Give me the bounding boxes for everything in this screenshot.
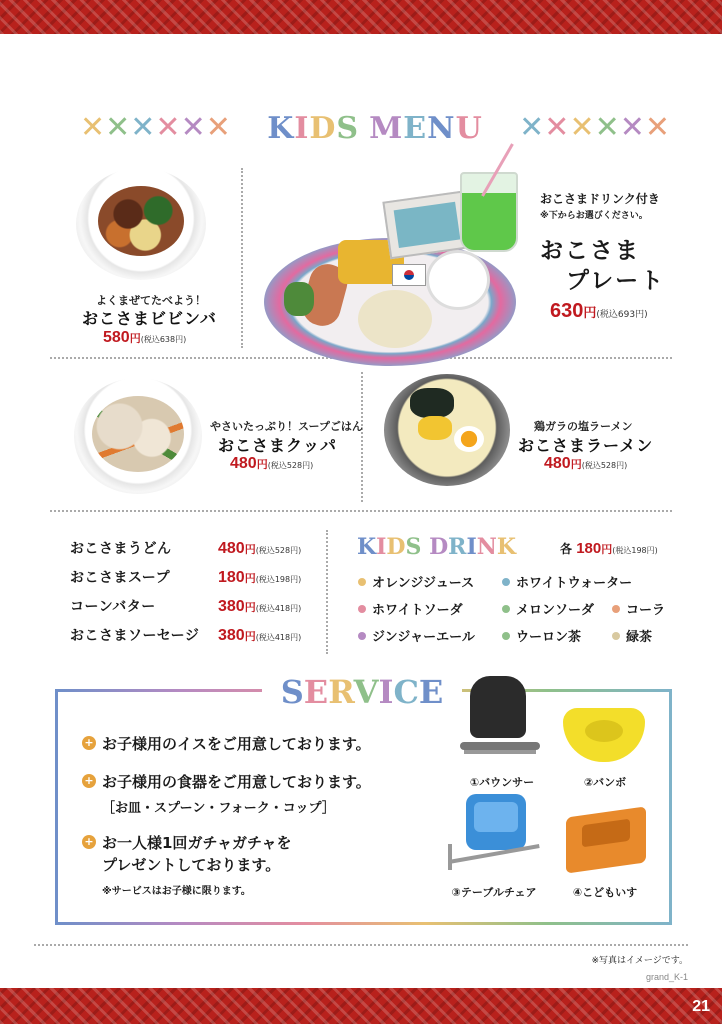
list-item: おこさまスープ 180円(税込198円) [70, 569, 302, 586]
title-letter: E [403, 110, 428, 146]
bullet-dot-icon [612, 632, 620, 640]
title-letter: S [280, 673, 304, 711]
plate-name-line2: プレート [566, 268, 666, 294]
toy-package-photo [382, 191, 469, 260]
service-item: + お子様用のイスをご用意しております。 [82, 733, 371, 755]
bullet-dot-icon [502, 632, 510, 640]
kids-menu-title-row [80, 110, 670, 146]
booster-seat-photo [566, 802, 648, 874]
bullet-dot-icon [358, 632, 366, 640]
bullet-dot-icon [502, 605, 510, 613]
divider-horizontal-2 [50, 510, 672, 512]
korean-flag-icon [392, 264, 426, 286]
drink-item: コーラ [612, 599, 665, 618]
plus-circle-icon: + [82, 835, 96, 849]
bullet-dot-icon [502, 578, 510, 586]
title-letter: I [294, 110, 310, 146]
title-letter: E [418, 673, 444, 711]
divider-vertical-mid [361, 372, 363, 502]
caption-bumbo: ②バンボ [583, 776, 627, 789]
bumbo-photo [563, 700, 645, 762]
gukbap-name: おこさまクッパ [218, 436, 338, 455]
bibimbap-name: おこさまビビンバ [82, 309, 217, 328]
caption-booster-seat: ④こどもいす [572, 886, 638, 899]
title-letter: N [427, 110, 456, 146]
table-chair-photo [444, 788, 544, 878]
plate-drink-note: おこさまドリンク付き [540, 192, 660, 206]
drink-item: オレンジジュース [358, 572, 474, 591]
title-letter: K [357, 534, 377, 560]
list-item: おこさまソーセージ 380円(税込418円) [70, 627, 302, 644]
bibimbap-price: 580円(税込638円) [103, 329, 187, 346]
bouncer-photo [460, 672, 540, 764]
title-letter: C [393, 673, 419, 711]
service-item: + お一人様1回ガチャガチャを [82, 832, 292, 854]
service-title [262, 672, 462, 712]
drink-item: 緑茶 [612, 626, 652, 645]
plate-name-line1: おこさま [540, 238, 640, 264]
top-pattern-band [0, 0, 722, 34]
title-letter: D [429, 534, 449, 560]
list-item: おこさまうどん 480円(税込528円) [70, 540, 302, 557]
bibimbap-photo [76, 168, 206, 280]
title-letter: S [336, 110, 360, 146]
plus-circle-icon: + [82, 774, 96, 788]
caption-bouncer: ①バウンサー [469, 776, 535, 789]
ramen-name: おこさまラーメン [518, 436, 654, 455]
x-decoration-left: ✕ ✕ ✕ ✕ ✕ ✕ [80, 110, 231, 145]
list-item: コーンバター 380円(税込418円) [70, 598, 302, 615]
title-letter: E [303, 673, 329, 711]
plate-price: 630円(税込693円) [550, 300, 648, 322]
bibimbap-subtitle: よくまぜてたべよう！ [96, 294, 206, 307]
title-letter: S [405, 534, 422, 560]
caption-table-chair: ③テーブルチェア [451, 886, 537, 899]
title-letter: V [353, 673, 379, 711]
page-number: 21 [692, 998, 710, 1015]
title-letter: M [369, 110, 404, 146]
title-letter: D [309, 110, 337, 146]
document-code: grand_K-1 [645, 972, 688, 982]
title-letter: K [496, 534, 516, 560]
title-letter: I [378, 673, 394, 711]
service-note: ※サービスはお子様に限ります。 [102, 886, 251, 897]
title-letter [421, 534, 429, 560]
ramen-subtitle: 鶏ガラの塩ラーメン [534, 420, 633, 433]
bullet-dot-icon [612, 605, 620, 613]
plate-drink-subnote: ※下からお選びください。 [540, 211, 648, 221]
title-letter: U [455, 110, 483, 146]
title-letter: R [328, 673, 354, 711]
gukbap-price: 480円(税込528円) [230, 455, 314, 472]
service-item-line2: プレゼントしております。 [102, 856, 281, 874]
bullet-dot-icon [358, 605, 366, 613]
service-item: + お子様用の食器をご用意しております。 [82, 771, 371, 793]
bottom-pattern-band [0, 988, 722, 1024]
drink-item: ジンジャーエール [358, 626, 475, 645]
title-letter: N [476, 534, 497, 560]
drink-item: ウーロン茶 [502, 626, 581, 645]
divider-vertical-top [241, 168, 243, 348]
drink-item: ホワイトウォーター [502, 572, 632, 591]
ramen-photo [384, 374, 510, 486]
plus-circle-icon: + [82, 736, 96, 750]
kids-drink-title [357, 534, 516, 560]
gukbap-subtitle: やさいたっぷり！スープごはん [210, 420, 363, 433]
drink-item: ホワイトソーダ [358, 599, 463, 618]
gukbap-photo [74, 378, 202, 494]
x-decoration-right: ✕ ✕ ✕ ✕ ✕ ✕ [519, 110, 670, 145]
title-letter: I [466, 534, 477, 560]
footer-note: ※写真はイメージです。 [591, 956, 688, 966]
bullet-dot-icon [358, 578, 366, 586]
title-letter: I [376, 534, 387, 560]
title-letter: D [386, 534, 406, 560]
drink-price: 各 180円(税込198円) [560, 540, 658, 557]
service-item-subtext: ［お皿・スプーン・フォーク・コップ］ [102, 801, 335, 816]
title-letter: R [448, 534, 467, 560]
drink-item: メロンソーダ [502, 599, 594, 618]
divider-footer [34, 944, 688, 946]
ramen-price: 480円(税込528円) [544, 455, 628, 472]
kids-menu-title [267, 111, 483, 146]
title-letter: K [267, 110, 295, 146]
